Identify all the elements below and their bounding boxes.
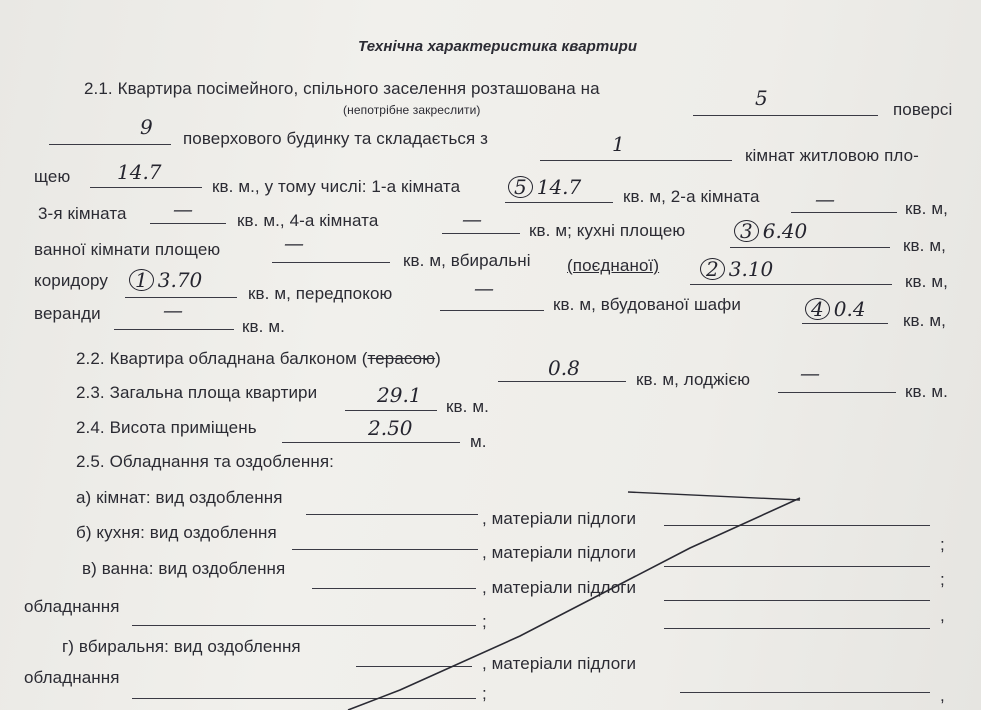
s25-text-a: 2.5. Обладнання та оздоблення: bbox=[76, 452, 334, 471]
loggia-value: — bbox=[800, 361, 820, 385]
balcony-value: 0.8 bbox=[548, 356, 580, 380]
s21-text-b: поверхового будинку та складається з bbox=[183, 129, 489, 148]
s21-text-t: кв. м. bbox=[242, 317, 285, 336]
s25-bath-floors: , матеріали підлоги bbox=[482, 578, 637, 597]
s25-bath-label: в) ванна: вид оздоблення bbox=[82, 559, 286, 578]
bath-extra-comma: , bbox=[940, 606, 945, 625]
s21-text-j: кв. м; кухні площею bbox=[529, 221, 686, 240]
total-value: 29.1 bbox=[377, 383, 422, 407]
s21-text-p: кв. м, передпокою bbox=[248, 284, 393, 303]
wc-area: 3.10 bbox=[728, 257, 774, 281]
s25-rooms-floors: , матеріали підлоги bbox=[482, 509, 637, 528]
s21-text-g: кв. м, bbox=[905, 199, 948, 218]
s25-bath-equip: обладнання bbox=[24, 597, 120, 616]
s25-toilet-label: г) вбиральня: вид оздоблення bbox=[62, 637, 301, 656]
s25-rooms-label: а) кімнат: вид оздоблення bbox=[76, 488, 283, 507]
floor-word: поверсі bbox=[893, 100, 953, 119]
s21-note: (непотрібне закреслити) bbox=[343, 103, 481, 117]
wardrobe-index: 4 bbox=[805, 298, 830, 320]
kitchen-semicolon: ; bbox=[940, 535, 945, 554]
s21-text-o: коридору bbox=[34, 271, 108, 290]
s21-text-q: кв. м, вбудованої шафи bbox=[553, 295, 741, 314]
kitchen-index: 3 bbox=[734, 220, 759, 242]
s25-kitchen-label: б) кухня: вид оздоблення bbox=[76, 523, 277, 542]
s21-text-n: кв. м, bbox=[905, 272, 948, 291]
bath-value: — bbox=[284, 231, 304, 255]
wardrobe-area: 0.4 bbox=[833, 297, 866, 321]
hall-area: 3.70 bbox=[157, 268, 203, 292]
s21-text-e: кв. м., у тому числі: 1-а кімната bbox=[212, 177, 461, 196]
s22-text-a: 2.2. Квартира обладнана балконом ( bbox=[76, 349, 368, 368]
s21-text-d: щею bbox=[34, 167, 71, 186]
room1-area: 14.7 bbox=[536, 175, 582, 199]
veranda-value: — bbox=[163, 298, 183, 322]
combined-label: (поєднаної) bbox=[567, 256, 660, 275]
rooms-value: 1 bbox=[612, 132, 625, 156]
floor-value: 5 bbox=[755, 86, 768, 110]
room4-value: — bbox=[462, 207, 482, 231]
bath-semicolon: ; bbox=[940, 570, 945, 589]
room2-value: — bbox=[815, 187, 835, 211]
s21-text-c: кімнат житловою пло- bbox=[745, 146, 919, 165]
room1-index: 5 bbox=[508, 176, 533, 198]
doc-title: Технічна характеристика квартири bbox=[358, 38, 638, 55]
s22-text-b: ) bbox=[435, 349, 441, 368]
s21-text-i: кв. м., 4-а кімната bbox=[237, 211, 379, 230]
s22-text-c: кв. м, лоджією bbox=[636, 370, 751, 389]
s21-text-f: кв. м, 2-а кімната bbox=[623, 187, 760, 206]
terrace-struck: терасою bbox=[367, 349, 436, 368]
s25-kitchen-floors: , матеріали підлоги bbox=[482, 543, 637, 562]
s23-text-a: 2.3. Загальна площа квартири bbox=[76, 383, 318, 402]
kitchen-area: 6.40 bbox=[762, 219, 808, 243]
wc-index: 2 bbox=[700, 258, 725, 280]
s21-text-a: 2.1. Квартира посімейного, спільного заселення розташована на bbox=[84, 79, 600, 98]
living-area-value: 14.7 bbox=[117, 160, 162, 184]
height-value: 2.50 bbox=[368, 416, 413, 440]
lobby-value: — bbox=[474, 276, 494, 300]
s24-text-a: 2.4. Висота приміщень bbox=[76, 418, 257, 437]
s21-text-l: ванної кімнати площею bbox=[34, 240, 221, 259]
s23-text-b: кв. м. bbox=[446, 397, 489, 416]
bath-equip-semicolon: ; bbox=[482, 612, 487, 631]
room3-value: — bbox=[173, 197, 193, 221]
s21-text-m: кв. м, вбиральні bbox=[403, 251, 531, 270]
s21-text-s: веранди bbox=[34, 304, 101, 323]
s24-text-b: м. bbox=[470, 432, 487, 451]
s22-text-d: кв. м. bbox=[905, 382, 948, 401]
toilet-equip-semicolon: ; bbox=[482, 684, 487, 703]
toilet-comma: , bbox=[940, 686, 945, 705]
s21-text-h: 3-я кімната bbox=[38, 204, 127, 223]
s25-toilet-equip: обладнання bbox=[24, 668, 120, 687]
s21-text-r: кв. м, bbox=[903, 311, 946, 330]
storeys-value: 9 bbox=[140, 115, 153, 139]
s21-text-k: кв. м, bbox=[903, 236, 946, 255]
hall-index: 1 bbox=[129, 269, 154, 291]
s25-toilet-floors: , матеріали підлоги bbox=[482, 654, 637, 673]
